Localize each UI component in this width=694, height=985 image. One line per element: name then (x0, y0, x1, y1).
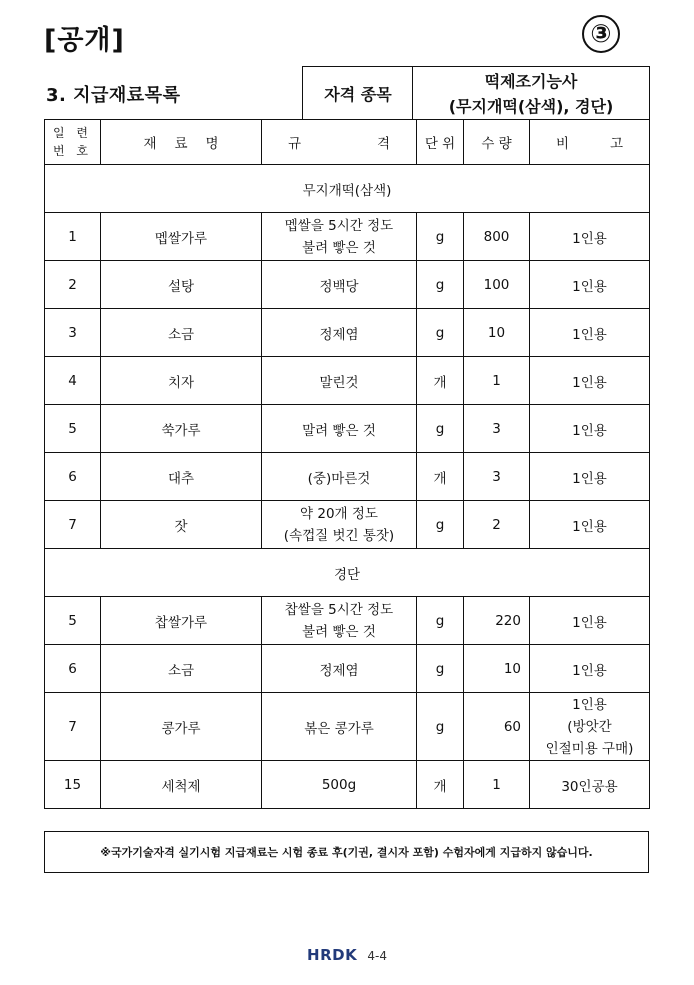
qualification-value (412, 66, 650, 120)
cell-spec: 볶은 콩가루 (262, 693, 417, 761)
group-title-row (45, 165, 650, 213)
cell-name: 찹쌀가루 (101, 597, 262, 645)
table-row (45, 213, 650, 261)
cell-unit: 개 (417, 453, 464, 501)
cell-name: 소금 (101, 645, 262, 693)
table-row (45, 693, 650, 761)
cell-spec: 말려 빻은 것 (262, 405, 417, 453)
table-row (45, 597, 650, 645)
cell-qty: 3 (464, 453, 530, 501)
cell-name: 설탕 (101, 261, 262, 309)
cell-qty: 1 (464, 761, 530, 809)
table-row (45, 761, 650, 809)
cell-no: 5 (45, 597, 101, 645)
group-title-row (45, 549, 650, 597)
cell-spec: 약 20개 정도 (속껍질 벗긴 통잣) (262, 501, 417, 549)
page-footer (0, 946, 694, 964)
cell-no: 7 (45, 501, 101, 549)
cell-note: 1인용 (530, 213, 650, 261)
header-quantity: 수 량 (464, 120, 530, 165)
cell-unit: g (417, 501, 464, 549)
cell-qty: 3 (464, 405, 530, 453)
notice-box (44, 831, 649, 873)
table-row (45, 405, 650, 453)
group-title-gyeongdan: 경단 (45, 549, 650, 597)
cell-spec: 정제염 (262, 645, 417, 693)
cell-spec: 말린것 (262, 357, 417, 405)
cell-no: 4 (45, 357, 101, 405)
cell-unit: g (417, 261, 464, 309)
cell-note: 1인용 (530, 357, 650, 405)
cell-note: 1인용 (방앗간 인절미용 구매) (530, 693, 650, 761)
header-spec: 규 격 (262, 120, 417, 165)
cell-spec: 500g (262, 761, 417, 809)
cell-unit: g (417, 405, 464, 453)
header-serial-no: 일 련 번 호 (45, 120, 101, 165)
table-row (45, 645, 650, 693)
cell-note: 1인용 (530, 501, 650, 549)
cell-qty: 10 (464, 645, 530, 693)
qualification-line-1: 떡제조기능사 (484, 71, 578, 91)
cell-no: 6 (45, 645, 101, 693)
hrdk-logo: HRDK (307, 946, 358, 964)
cell-note: 1인용 (530, 597, 650, 645)
cell-no: 3 (45, 309, 101, 357)
cell-unit: g (417, 309, 464, 357)
cell-spec: (중)마른것 (262, 453, 417, 501)
cell-unit: 개 (417, 357, 464, 405)
circle-number: ③ (582, 15, 620, 53)
cell-qty: 2 (464, 501, 530, 549)
cell-unit: g (417, 597, 464, 645)
cell-name: 쑥가루 (101, 405, 262, 453)
header-note: 비 고 (530, 120, 650, 165)
public-badge: [공개] (44, 25, 125, 56)
cell-no: 15 (45, 761, 101, 809)
cell-unit: g (417, 645, 464, 693)
materials-table (44, 119, 650, 809)
header-material-name: 재료명 (101, 120, 262, 165)
cell-note: 1인용 (530, 405, 650, 453)
cell-no: 7 (45, 693, 101, 761)
qualification-line-2: (무지개떡(삼색), 경단) (448, 96, 614, 116)
cell-name: 치자 (101, 357, 262, 405)
cell-spec: 멥쌀을 5시간 정도 불려 빻은 것 (262, 213, 417, 261)
cell-no: 5 (45, 405, 101, 453)
notice-text: ※국가기술자격 실기시험 지급재료는 시험 종료 후(기권, 결시자 포함) 수험자에게 지급하지 않습니다. (100, 846, 593, 859)
cell-no: 2 (45, 261, 101, 309)
cell-unit: g (417, 693, 464, 761)
cell-unit: g (417, 213, 464, 261)
table-row (45, 309, 650, 357)
cell-name: 콩가루 (101, 693, 262, 761)
cell-name: 세척제 (101, 761, 262, 809)
cell-name: 잣 (101, 501, 262, 549)
cell-note: 1인용 (530, 645, 650, 693)
cell-name: 대추 (101, 453, 262, 501)
cell-qty: 220 (464, 597, 530, 645)
table-header-row (45, 120, 650, 165)
table-row (45, 357, 650, 405)
cell-qty: 800 (464, 213, 530, 261)
section-title: 3. 지급재료목록 (46, 85, 181, 106)
cell-name: 소금 (101, 309, 262, 357)
cell-spec: 정백당 (262, 261, 417, 309)
cell-spec: 정제염 (262, 309, 417, 357)
cell-qty: 10 (464, 309, 530, 357)
cell-note: 1인용 (530, 261, 650, 309)
page-number: 4-4 (367, 949, 387, 963)
header-unit: 단 위 (417, 120, 464, 165)
cell-no: 1 (45, 213, 101, 261)
cell-spec: 찹쌀을 5시간 정도 불려 빻은 것 (262, 597, 417, 645)
table-row (45, 453, 650, 501)
cell-note: 1인용 (530, 453, 650, 501)
group-title-rainbow-rice-cake: 무지개떡(삼색) (45, 165, 650, 213)
cell-qty: 60 (464, 693, 530, 761)
cell-no: 6 (45, 453, 101, 501)
cell-qty: 1 (464, 357, 530, 405)
cell-unit: 개 (417, 761, 464, 809)
table-row (45, 261, 650, 309)
table-row (45, 501, 650, 549)
cell-note: 1인용 (530, 309, 650, 357)
cell-note: 30인공용 (530, 761, 650, 809)
qualification-label: 자격 종목 (302, 66, 413, 120)
cell-qty: 100 (464, 261, 530, 309)
cell-name: 멥쌀가루 (101, 213, 262, 261)
